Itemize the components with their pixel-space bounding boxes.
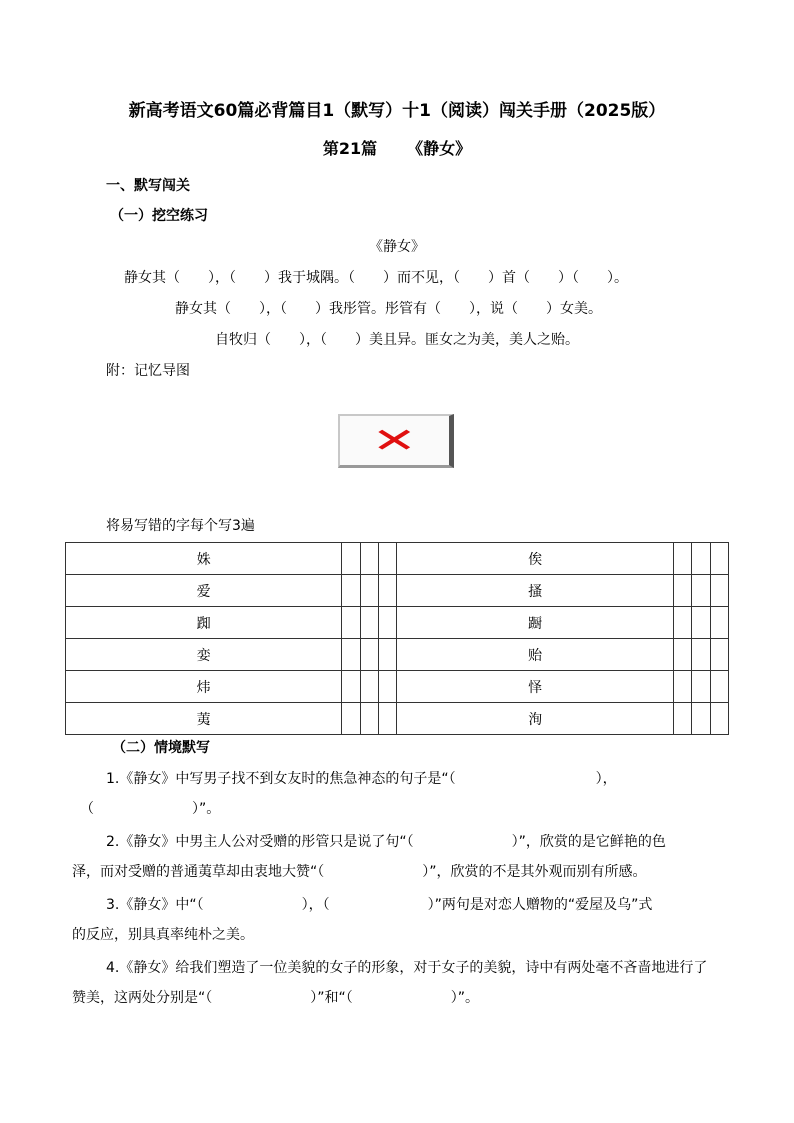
practice-table — [65, 542, 729, 735]
chapter-name: 《静女》 — [407, 139, 472, 158]
blank-cell[interactable] — [360, 607, 378, 639]
blank-cell[interactable] — [379, 671, 397, 703]
blank-cell[interactable] — [692, 671, 710, 703]
blank-cell[interactable] — [379, 639, 397, 671]
document-title: 新高考语文60篇必背篇目1（默写）十1（阅读）闯关手册（2025版） — [128, 101, 666, 121]
blank-cell[interactable] — [360, 703, 378, 735]
char-cell: 搔 — [397, 575, 673, 607]
poem-line-3: 自牧归（ ），（ ）美且异。匪女之为美，美人之贻。 — [215, 332, 579, 348]
blank-cell[interactable] — [710, 543, 728, 575]
char-cell: 洵 — [397, 703, 673, 735]
question-4-line-1: 4.《静女》给我们塑造了一位美貌的女子的形象，对于女子的美貌，诗中有两处毫不吝啬地进行了 — [106, 960, 708, 976]
blank-cell[interactable] — [710, 703, 728, 735]
question-2-line-2: 泽，而对受赠的普通荑草却由衷地大赞“（ ）”，欣赏的不是其外观而别有所感。 — [72, 864, 647, 880]
blank-cell[interactable] — [673, 671, 691, 703]
broken-image-placeholder — [338, 414, 454, 468]
question-2-line-1: 2.《静女》中男主人公对受赠的彤管只是说了句“（ ）”，欣赏的是它鲜艳的色 — [106, 834, 666, 850]
blank-cell[interactable] — [342, 575, 360, 607]
question-1-line-2: （ ）”。 — [80, 801, 221, 817]
document-subtitle — [0, 136, 794, 159]
question-4-line-2: 赞美，这两处分别是“（ ）”和“（ ）”。 — [72, 990, 480, 1006]
table-caption: 将易写错的字每个写3遍 — [106, 518, 255, 534]
chapter-number: 第21篇 — [322, 139, 378, 158]
blank-cell[interactable] — [710, 639, 728, 671]
blank-cell[interactable] — [342, 703, 360, 735]
blank-cell[interactable] — [673, 543, 691, 575]
table-row — [66, 607, 729, 639]
poem-line-1: 静女其（ ），（ ）我于城隅。（ ）而不见，（ ）首（ ）（ ）。 — [124, 270, 628, 286]
blank-cell[interactable] — [360, 671, 378, 703]
question-3-line-1: 3.《静女》中“（ ），（ ）”两句是对恋人赠物的“爱屋及乌”式 — [106, 897, 653, 913]
char-cell: 蹰 — [397, 607, 673, 639]
char-cell: 荑 — [66, 703, 342, 735]
blank-cell[interactable] — [673, 607, 691, 639]
blank-cell[interactable] — [710, 575, 728, 607]
blank-cell[interactable] — [692, 607, 710, 639]
table-row — [66, 543, 729, 575]
blank-cell[interactable] — [673, 639, 691, 671]
blank-cell[interactable] — [379, 575, 397, 607]
section1-heading: 一、默写闯关 — [106, 178, 190, 194]
blank-cell[interactable] — [692, 575, 710, 607]
poem-title: 《静女》 — [369, 239, 425, 255]
char-cell: 踟 — [66, 607, 342, 639]
blank-cell[interactable] — [342, 639, 360, 671]
question-3-line-2: 的反应，别具真率纯朴之美。 — [72, 927, 254, 943]
table-row — [66, 671, 729, 703]
char-cell: 俟 — [397, 543, 673, 575]
poem-line-2: 静女其（ ），（ ）我彤管。彤管有（ ），说（ ）女美。 — [175, 301, 602, 317]
blank-cell[interactable] — [710, 671, 728, 703]
blank-cell[interactable] — [710, 607, 728, 639]
blank-cell[interactable] — [379, 543, 397, 575]
blank-cell[interactable] — [360, 575, 378, 607]
char-cell: 姝 — [66, 543, 342, 575]
char-cell: 贻 — [397, 639, 673, 671]
blank-cell[interactable] — [692, 703, 710, 735]
blank-cell[interactable] — [360, 543, 378, 575]
question-1-line-1: 1.《静女》中写男子找不到女友时的焦急神态的句子是“（ ）， — [106, 771, 617, 787]
blank-cell[interactable] — [342, 607, 360, 639]
blank-cell[interactable] — [342, 543, 360, 575]
char-cell: 怿 — [397, 671, 673, 703]
char-cell: 爱 — [66, 575, 342, 607]
blank-cell[interactable] — [379, 607, 397, 639]
blank-cell[interactable] — [673, 575, 691, 607]
blank-cell[interactable] — [692, 543, 710, 575]
table-row — [66, 703, 729, 735]
blank-cell[interactable] — [360, 639, 378, 671]
blank-cell[interactable] — [692, 639, 710, 671]
blank-cell[interactable] — [379, 703, 397, 735]
blank-cell[interactable] — [342, 671, 360, 703]
char-cell: 娈 — [66, 639, 342, 671]
fill-blank-heading: （一）挖空练习 — [110, 208, 208, 224]
section2-heading: （二）情境默写 — [112, 740, 210, 756]
broken-image-icon: ✕ — [371, 420, 418, 461]
table-row — [66, 575, 729, 607]
mind-map-note: 附：记忆导图 — [106, 363, 190, 379]
blank-cell[interactable] — [673, 703, 691, 735]
table-row — [66, 639, 729, 671]
char-cell: 炜 — [66, 671, 342, 703]
